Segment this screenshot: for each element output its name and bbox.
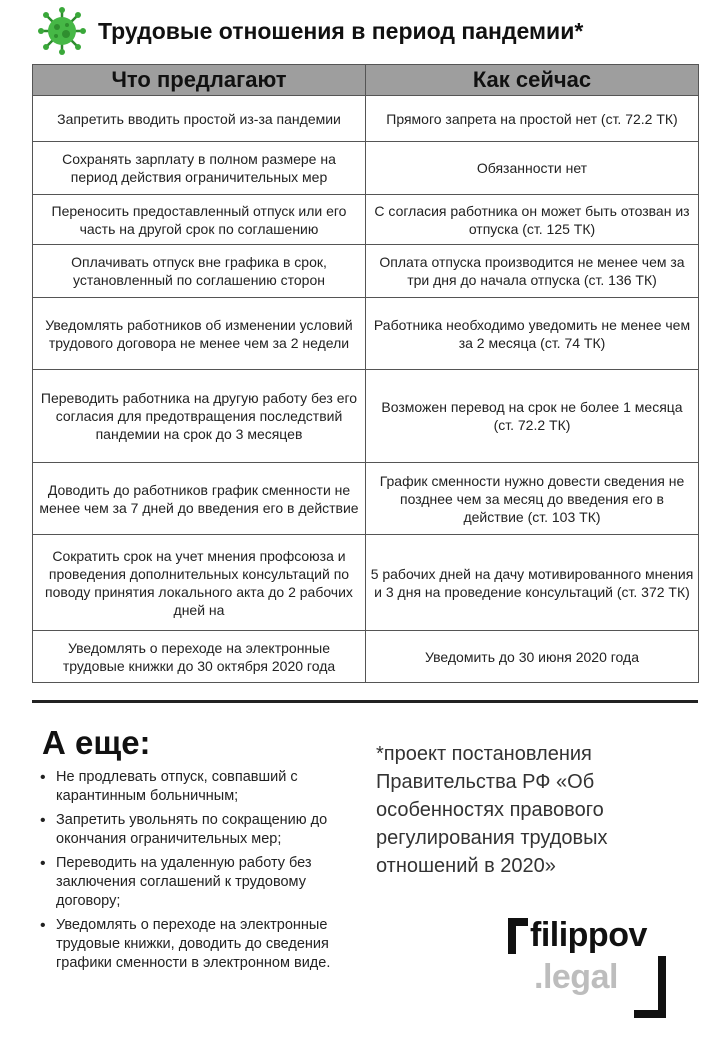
cell-current: 5 рабочих дней на дачу мотивированного мнения и 3 дня на проведение консультаций (ст. 372 ТК) — [366, 535, 699, 631]
logo-text-bottom: .legal — [534, 958, 618, 996]
list-item: • Переводить на удаленную работу без заключения соглашений к трудовому договору; — [40, 854, 340, 911]
list-item: • Не продлевать отпуск, совпавший с карантинным больничным; — [40, 768, 340, 806]
comparison-table — [32, 64, 698, 683]
logo-bracket-bottom-arm — [634, 1010, 666, 1018]
cell-proposed: Доводить до работников график сменности не менее чем за 7 дней до введения его в действие — [33, 463, 366, 535]
table-row — [33, 298, 699, 370]
cell-proposed: Сохранять зарплату в полном размере на период действия ограничительных мер — [33, 142, 366, 195]
column-header-current: Как сейчас — [366, 65, 699, 96]
table-row — [33, 195, 699, 245]
cell-current: Уведомить до 30 июня 2020 года — [366, 631, 699, 683]
page-title: Трудовые отношения в период пандемии* — [98, 17, 584, 44]
virus-icon — [38, 7, 86, 55]
table-row — [33, 631, 699, 683]
table-row — [33, 370, 699, 463]
cell-proposed: Переносить предоставленный отпуск или его часть на другой срок по соглашению — [33, 195, 366, 245]
cell-proposed: Сократить срок на учет мнения профсоюза и проведения дополнительных консультаций по поводу принятия локального акта до 2 рабочих дней на — [33, 535, 366, 631]
footnote: *проект постановления Правительства РФ «Об особенностях правового регулирования трудовых отношений в 2020» — [376, 743, 608, 877]
table-row — [33, 96, 699, 142]
filippov-legal-logo — [508, 916, 688, 1026]
logo-bracket-top-arm — [508, 918, 528, 926]
cell-current: Возможен перевод на срок не более 1 месяца (ст. 72.2 ТК) — [366, 370, 699, 463]
table-header-row — [33, 65, 699, 96]
cell-current: Прямого запрета на простой нет (ст. 72.2 ТК) — [366, 96, 699, 142]
table-row — [33, 463, 699, 535]
cell-proposed: Уведомлять работников об изменении условий трудового договора не менее чем за 2 недели — [33, 298, 366, 370]
list-item: • Уведомлять о переходе на электронные трудовые книжки, доводить до сведения графики сменности в электронном виде. — [40, 916, 340, 973]
cell-current: График сменности нужно довести сведения не позднее чем за месяц до введения его в действие (ст. 103 ТК) — [366, 463, 699, 535]
table-row — [33, 142, 699, 195]
cell-proposed: Уведомлять о переходе на электронные трудовые книжки до 30 октября 2020 года — [33, 631, 366, 683]
cell-current: Работника необходимо уведомить не менее чем за 2 месяца (ст. 74 ТК) — [366, 298, 699, 370]
logo-bracket-bottom — [658, 956, 666, 1018]
cell-proposed: Запретить вводить простой из-за пандемии — [33, 96, 366, 142]
cell-proposed: Оплачивать отпуск вне графика в срок, установленный по соглашению сторон — [33, 245, 366, 298]
list-item: • Запретить увольнять по сокращению до окончания ограничительных мер; — [40, 811, 340, 849]
more-list — [40, 768, 340, 978]
table-row — [33, 535, 699, 631]
table-bottom-divider — [32, 700, 698, 703]
table-row — [33, 245, 699, 298]
cell-current: С согласия работника он может быть отозван из отпуска (ст. 125 ТК) — [366, 195, 699, 245]
cell-current: Оплата отпуска производится не менее чем за три дня до начала отпуска (ст. 136 ТК) — [366, 245, 699, 298]
column-header-proposed: Что предлагают — [33, 65, 366, 96]
header — [38, 6, 708, 56]
cell-proposed: Переводить работника на другую работу без его согласия для предотвращения последствий пандемии на срок до 3 месяцев — [33, 370, 366, 463]
logo-text-top: filippov — [530, 916, 647, 954]
more-section-title: А еще: — [42, 724, 151, 761]
cell-current: Обязанности нет — [366, 142, 699, 195]
